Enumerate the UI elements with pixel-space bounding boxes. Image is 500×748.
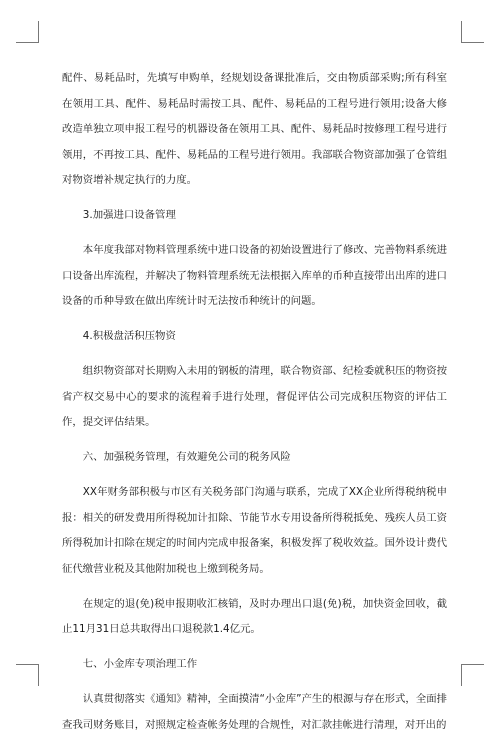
paragraph-procurement-continuation: 配件、易耗品时，先填写申购单，经规划设备课批准后，交由物质部采购;所有科室在领用工具、配件、易耗品时需按工具、配件、易耗品的工程号进行领用;设备大修改造单独立项申报工程号的机器设备在领用工具、配件、易耗品时按修理工程号进行领用，不再按工具、配件、易耗品的工程号进行领用。我部联合物资部加强了仓管组对物资增补规定执行的力度。	[62, 72, 447, 186]
crop-mark-top-left-vertical	[38, 21, 39, 43]
paragraph-tax-filing: XX年财务部积极与市区有关税务部门沟通与联系，完成了XX企业所得税纳税申报：相关的研发费用所得税加计扣除、节能节水专用设备所得税抵免、残疾人员工资所得税加计扣除在规定的时间内完成申报备案，积极发挥了税收效益。国外设计费代征代缴营业税及其他附加税也上缴到税务局。	[62, 486, 447, 575]
paragraph-import-equipment: 本年度我部对物料管理系统中进口设备的初始设置进行了修改、完善物料系统进口设备出库流程，并解决了物料管理系统无法根据入库单的币种直接带出出库的进口设备的币种导致在做出库统计时无法按币种统计的问题。	[62, 244, 447, 307]
heading-import-equipment: 3.加强进口设备管理	[82, 209, 176, 221]
paragraph-slush-fund: 认真贯彻落实《通知》精神，全面摸清“小金库”产生的根源与存在形式，全面排查我司财务账目，对照规定检查帐务处理的合规性，对汇款挂帐进行清理，对开出的	[62, 693, 447, 731]
document-body	[62, 66, 447, 748]
crop-mark-top-right-horizontal	[461, 42, 484, 43]
heading-tax-management: 六、加强税务管理，有效避免公司的税务风险	[82, 451, 291, 463]
crop-mark-bottom-right-vertical	[461, 664, 462, 686]
crop-mark-bottom-left-vertical	[38, 664, 39, 686]
paragraph-idle-inventory: 组织物资部对长期购入未用的钢板的清理，联合物资部、纪检委就积压的物资按省产权交易中心的要求的流程着手进行处理，督促评估公司完成积压物资的评估工作，提交评估结果。	[62, 365, 447, 428]
crop-mark-bottom-left-horizontal	[16, 664, 39, 665]
crop-mark-top-left-horizontal	[16, 42, 39, 43]
heading-idle-inventory: 4.积极盘活积压物资	[82, 330, 176, 342]
paragraph-export-rebate: 在规定的退(免)税申报期收汇核销，及时办理出口退(免)税，加快资金回收，截止11月31日总共取得出口退税款1.4亿元。	[62, 597, 447, 635]
crop-mark-top-right-vertical	[461, 21, 462, 43]
heading-slush-fund: 七、小金库专项治理工作	[82, 658, 198, 670]
crop-mark-bottom-right-horizontal	[461, 664, 484, 665]
